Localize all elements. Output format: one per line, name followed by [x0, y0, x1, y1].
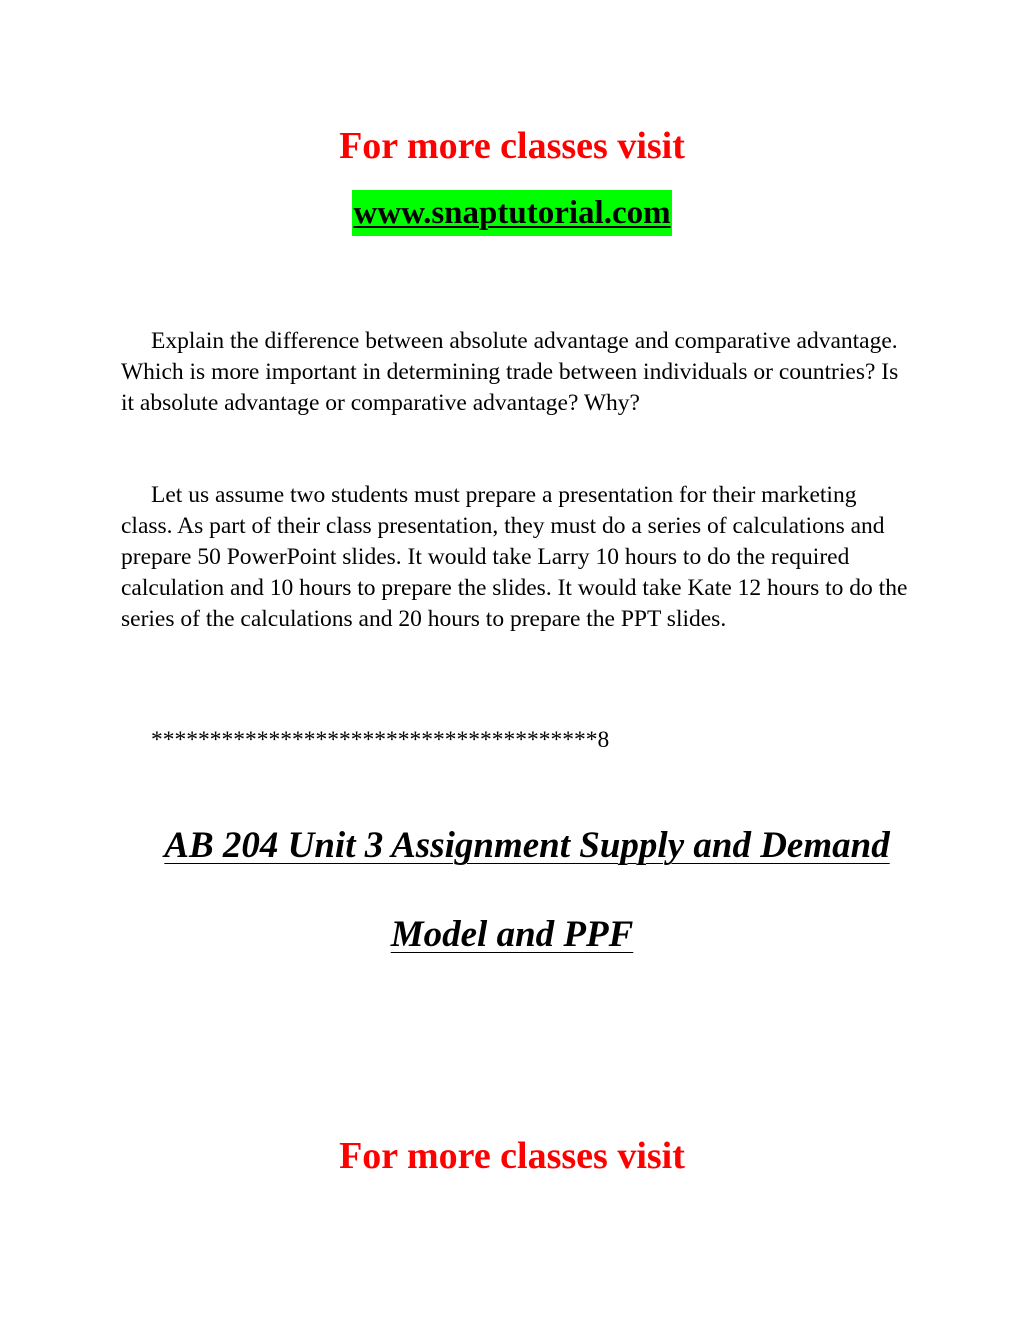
promo-heading-top: For more classes visit	[339, 125, 685, 167]
asterisk-divider: **************************************8	[151, 727, 610, 753]
site-link-container	[0, 190, 1024, 236]
assignment-title-line-2[interactable]: Model and PPF	[390, 914, 634, 955]
promo-heading-bottom: For more classes visit	[339, 1135, 685, 1177]
scenario-paragraph: Let us assume two students must prepare a presentation for their marketing class. As part of their class presentation, they must do a series of calculations and prepare 50 PowerPoint slides. It would take Larry 10 hours to do the required calculation and 10 hours to prepare the slides. It would take Kate 12 hours to do the series of the calculations and 20 hours to prepare the PPT slides.	[121, 482, 908, 632]
assignment-title-line-1[interactable]: AB 204 Unit 3 Assignment Supply and Demand	[164, 825, 890, 866]
question-paragraph: Explain the difference between absolute advantage and comparative advantage. Which is more important in determining trade between individuals or countries? Is it absolute advantage or comparative advantage? Why?	[121, 328, 899, 416]
snaptutorial-link[interactable]: www.snaptutorial.com	[352, 190, 671, 236]
